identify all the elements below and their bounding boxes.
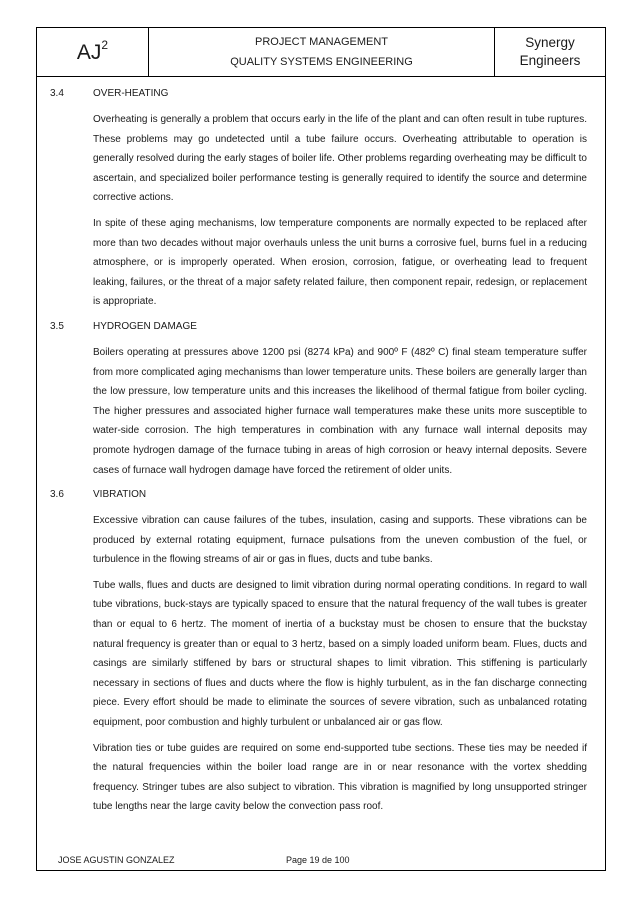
section-number: 3.4 [50, 88, 64, 99]
section-hydrogen-damage [50, 321, 590, 480]
section-title: OVER-HEATING [93, 88, 169, 99]
page-number: Page 19 de 100 [286, 855, 350, 865]
section-title: HYDROGEN DAMAGE [93, 320, 197, 332]
section-over-heating [50, 88, 590, 312]
header-title-line1: PROJECT MANAGEMENT [254, 36, 389, 48]
logo: $AJ^2$ [37, 28, 149, 76]
section-number: 3.6 [50, 489, 64, 501]
section-vibration [50, 489, 590, 817]
document-body [50, 88, 590, 826]
section-title: VIBRATION [93, 489, 147, 501]
paragraph: In spite of these aging mechanisms, low temperature components are normally expected to be replaced after more than two decades without major overhauls unless the unit burns a corrosive fuel, burns fuel in a reducing atmosphere, or is improperly operated. When erosion, corrosion, fatigue, or overheating lead to frequent leaking, failures, or the threat of a major safety related failure, then component repair, redesign, or replacement is appropriate. [93, 217, 587, 308]
company-line2: Engineers [519, 53, 581, 68]
section-number: 3.5 [50, 320, 64, 332]
company-name [495, 28, 605, 76]
header-title-line2: QUALITY SYSTEMS ENGINEERING [230, 56, 413, 68]
paragraph: Overheating is generally a problem that occurs early in the life of the plant and can often result in tube ruptures. These problems may go undetected until a tube failure occurs. Overheating attributable to operation is generally resolved during the early stages of boiler life. Other problems regarding overheating may be difficult to ascertain, and specialized boiler performance testing is generally required to identify the source and determine corrective actions. [93, 114, 587, 204]
paragraph: Boilers operating at pressures above 1200 psi (8274 kPa) and 900º F (482º C) final steam temperature suffer from more complicated aging mechanisms than lower temperature units. These boilers are generally larger than the low pressure, low temperature units and this increases the likelihood of thermal fatigue from boiler cycling. The higher pressures and associated higher furnace wall temperatures make these units more susceptible to water-side corrosion. The high temperatures in combination with any furnace wall internal deposits may promote hydrogen damage of the furnace tubing in areas of high corrosion or heavy internal deposits. Severe cases of furnace wall hydrogen damage have forced the retirement of older units. [93, 346, 587, 476]
footer-author: JOSE AGUSTIN GONZALEZ [58, 855, 175, 865]
paragraph: Excessive vibration can cause failures of the tubes, insulation, casing and supports. These vibrations can be produced by external rotating equipment, furnace pulsations from the uneven combustion of the fuel, or turbulence in the flowing streams of air or gas in flues, ducts and tube banks. [93, 515, 587, 566]
header-title [149, 28, 495, 76]
paragraph: Tube walls, flues and ducts are designed to limit vibration during normal operating conditions. In regard to wall tube vibrations, buck-stays are typically spaced to ensure that the natural frequency of the wall tubes is greater than or equal to 6 hertz. The moment of inertia of a buckstay must be chosen to ensure that the buckstay natural frequency is greater than or equal to 3 hertz, based on a simply loaded uniform beam. Flues, ducts and casings are similarly stiffened by bars or structural shapes to limit vibration. This stiffening is particularly necessary in sections of flues and ducts where the flow is highly turbulent, as in the fan discharge connecting piece. Every effort should be made to eliminate the sources of severe vibration, such as unbalanced rotating equipment, poor combustion and highly turbulent or unbalanced air or gas flow. [93, 579, 587, 729]
company-line1: Synergy [525, 35, 575, 50]
paragraph: Vibration ties or tube guides are required on some end-supported tube sections. These ties may be needed if the natural frequencies within the boiler load range are in or near resonance with the vortex shedding frequency. Stringer tubes are also subject to vibration. This vibration is magnified by long unsupported stringer tube lengths near the large cavity below the convection pass roof. [93, 742, 587, 813]
page-header [36, 27, 606, 77]
